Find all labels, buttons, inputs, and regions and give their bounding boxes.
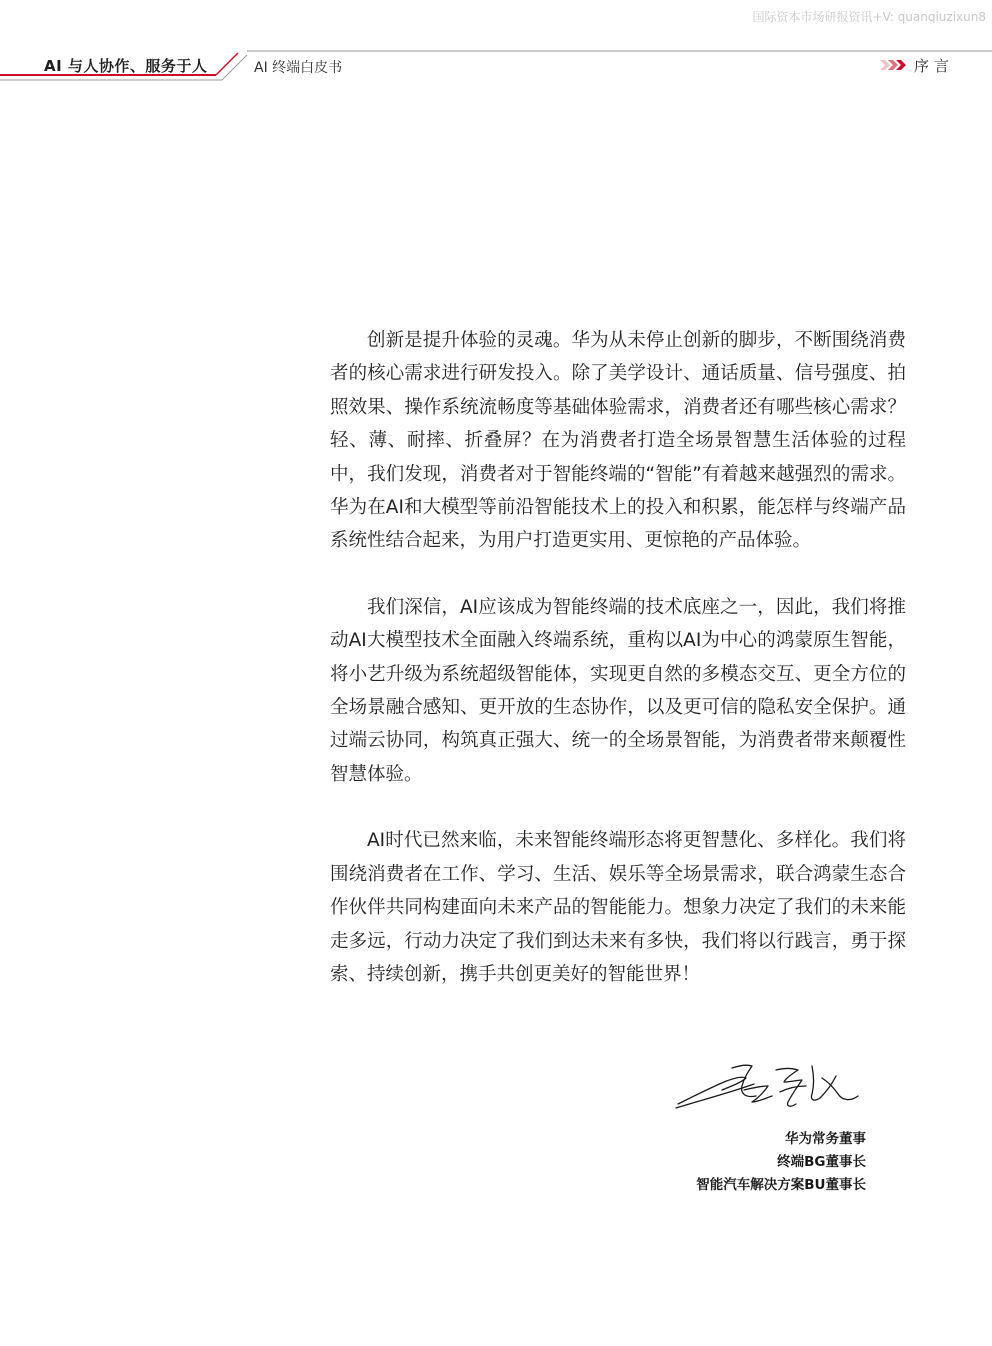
preface-paragraph: 创新是提升体验的灵魂。华为从未停止创新的脚步，不断围绕消费者的核心需求进行研发投入。除了美学设计、通话质量、信号强度、拍照效果、操作系统流畅度等基础体验需求，消费者还有哪些核心需求？轻、薄、耐摔、折叠屏？在为消费者打造全场景智慧生活体验的过程中，我们发现，消费者对于智能终端的“智能”有着越来越强烈的需求。华为在AI和大模型等前沿智能技术上的投入和积累，能怎样与终端产品系统性结合起来，为用户打造更实用、更惊艳的产品体验。: [330, 330, 906, 552]
header-doc-title: AI 终端白皮书: [254, 60, 343, 76]
triple-chevron-right-icon: [880, 58, 910, 72]
signatory-titles: [696, 1128, 866, 1197]
header-rule-lines: [0, 0, 992, 90]
page-header: [0, 0, 992, 90]
preface-body: [330, 324, 906, 1024]
header-slogan: AI 与人协作、服务于人: [44, 57, 208, 75]
preface-paragraph: AI时代已然来临，未来智能终端形态将更智慧化、多样化。我们将围绕消费者在工作、学习、生活、娱乐等全场景需求，联合鸿蒙生态合作伙伴共同构建面向未来产品的智能能力。想象力决定了我们的未来能走多远，行动力决定了我们到达未来有多快，我们将以行践言，勇于探索、持续创新，携手共创更美好的智能世界！: [330, 830, 906, 985]
signatory-title: 智能汽车解决方案BU董事长: [696, 1177, 866, 1193]
signatory-title: 华为常务董事: [785, 1131, 866, 1147]
header-section-title: 序言: [914, 57, 955, 75]
signatory-title: 终端BG董事长: [777, 1154, 866, 1170]
watermark-text: 国际资本市场研报资讯+V: quanqiuzixun8: [752, 10, 986, 24]
preface-paragraph: 我们深信，AI应该成为智能终端的技术底座之一，因此，我们将推动AI大模型技术全面融入终端系统，重构以AI为中心的鸿蒙原生智能，将小艺升级为系统超级智能体，实现更自然的多模态交互、更全方位的全场景融合感知、更开放的生态协作，以及更可信的隐私安全保护。通过端云协同，构筑真正强大、统一的全场景智能，为消费者带来颠覆性智慧体验。: [330, 596, 906, 785]
handwritten-signature: [672, 1056, 868, 1118]
